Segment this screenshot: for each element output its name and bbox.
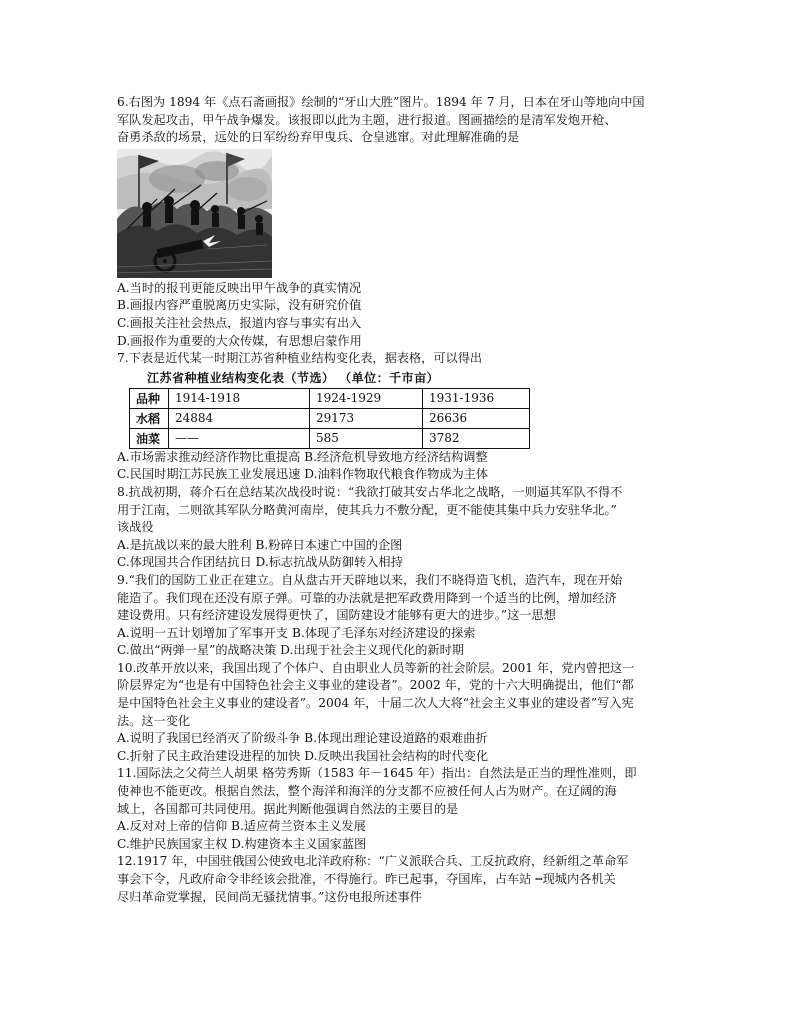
question-11-stem-line: 域上，各国都可共同使用。据此判断他强调自然法的主要目的是 [117, 801, 459, 816]
question-6-stem-line: 6.右图为 1894 年《点石斋画报》绘制的“牙山大胜”图片。1894 年 7 月，日本在牙山等地向中国 [117, 95, 645, 109]
question-11-stem-line: 使神也不能更改。根据自然法，整个海洋和海洋的分支都不应被任何人占为财产。在辽阔的海 [117, 784, 617, 799]
planting-structure-table [129, 388, 530, 449]
question-6-stem-line: 军队发起攻击，甲午战争爆发。该报即以此为主题，进行报道。图画描绘的是清军发炮开枪、 [117, 112, 617, 127]
question-9-stem-line: 建设费用。只有经济建设发展得更快了，国防建设才能够有更大的进步。”这一思想 [117, 608, 556, 623]
question-6-stem-line: 奋勇杀敌的场景，远处的日军纷纷弃甲曳兵、仓皇逃窜。对此理解准确的是 [117, 130, 520, 145]
exam-page [117, 94, 675, 906]
question-8 [117, 484, 675, 572]
question-6-option: B.画报内容严重脱离历史实际，没有研究价值 [117, 298, 362, 313]
question-8-stem-line: 该战役 [117, 520, 154, 535]
question-10-stem-line: 法。这一变化 [117, 713, 191, 728]
question-10-stem-line: 10.改革开放以来，我国出现了个体户、自由职业人员等新的社会阶层。2001 年，党内曾把这一 [117, 660, 635, 675]
question-6-option: A.当时的报刊更能反映出甲午战争的真实情况 [117, 280, 362, 295]
question-9-option: C.做出“两弹一星”的战略决策 D.出现于社会主义现代化的新时期 [117, 643, 464, 658]
question-11 [117, 765, 675, 853]
table-header-cell: 1924-1929 [310, 388, 423, 408]
question-6-option: D.画报作为重要的大众传媒，有思想启蒙作用 [117, 333, 362, 348]
table-cell: 3782 [423, 428, 530, 448]
question-12 [117, 853, 675, 906]
question-9-option: A.说明一五计划增加了军事开支 B.体现了毛泽东对经济建设的探索 [117, 625, 476, 640]
table-header-cell: 品种 [130, 388, 169, 408]
question-9-stem-line: 9.“我们的国防工业正在建立。自从盘古开天辟地以来，我们不晓得造飞机，造汽车，现在开始 [117, 572, 623, 587]
question-11-option: A.反对对上帝的信仰 B.适应荷兰资本主义发展 [117, 819, 366, 834]
table-header-cell: 1931-1936 [423, 388, 530, 408]
question-9-stem-line: 能造了。我们现在还没有原子弹。可靠的办法就是把军政费用降到一个适当的比例，增加经济 [117, 590, 617, 605]
table-header-cell: 1914-1918 [169, 388, 310, 408]
question-12-stem-line: 事会下令，凡政府命令非经该会批准，不得施行。昨已起事，夺国库，占车站 ┉现城内各机关 [117, 872, 616, 886]
question-9 [117, 572, 675, 660]
question-10-stem-line: 是中国特色社会主义事业的建设者”。2004 年，十届二次人大将“社会主义事业的建设者”写入宪 [117, 696, 634, 711]
question-7-stem-line: 7.下表是近代某一时期江苏省种植业结构变化表，据表格，可以得出 [117, 351, 483, 366]
table-cell: 29173 [310, 408, 423, 428]
question-10-option: A.说明了我国已经消灭了阶级斗争 B.体现出理论建设道路的艰难曲折 [117, 731, 488, 746]
table-title: 江苏省种植业结构变化表（节选） （单位：千市亩） [147, 370, 440, 385]
battle-scene-image [117, 149, 272, 278]
question-11-option: C.维护民族国家主权 D.构建资本主义国家蓝图 [117, 836, 367, 851]
question-7 [117, 350, 675, 484]
table-row [130, 428, 530, 448]
question-8-stem-line: 8.抗战初期，蒋介石在总结某次战役时说：“我欲打破其安占华北之战略，一则逼其军队不得不 [117, 484, 623, 499]
question-6-option: C.画报关注社会热点，报道内容与事实有出入 [117, 315, 362, 330]
question-8-stem-line: 用于江南，二则欲其军队分略黄河南岸，使其兵力不敷分配，更不能使其集中兵力安驻华北。” [117, 502, 617, 517]
table-cell: 水稻 [130, 408, 169, 428]
question-6 [117, 94, 675, 350]
table-row [130, 408, 530, 428]
table-cell: 585 [310, 428, 423, 448]
table-cell: 24884 [169, 408, 310, 428]
question-10 [117, 660, 675, 766]
question-7-option: A.市场需求推动经济作物比重提高 B.经济危机导致地方经济结构调整 [117, 449, 488, 464]
question-10-stem-line: 阶层界定为“也是有中国特色社会主义事业的建设者”。2002 年，党的十六大明确提出，他们“都 [117, 678, 634, 693]
table-header-row [130, 388, 530, 408]
question-8-option: C.体现国共合作团结抗日 D.标志抗战从防御转入相持 [117, 555, 403, 570]
question-12-stem-line: 尽归革命党掌握，民间尚无骚扰情事。”这份电报所述事件 [117, 889, 422, 904]
question-11-stem-line: 11.国际法之父荷兰人胡果 格劳秀斯（1583 年－1645 年）指出：自然法是正当的理性准则，即 [117, 766, 637, 781]
yashan-victory-illustration [117, 149, 272, 278]
question-10-option: C.折射了民主政治建设进程的加快 D.反映出我国社会结构的时代变化 [117, 748, 489, 763]
question-7-option: C.民国时期江苏民族工业发展迅速 D.油料作物取代粮食作物成为主体 [117, 467, 489, 482]
table-cell: —— [169, 428, 310, 448]
table-cell: 26636 [423, 408, 530, 428]
question-8-option: A.是抗战以来的最大胜利 B.粉碎日本速亡中国的企图 [117, 537, 403, 552]
question-12-stem-line: 12.1917 年，中国驻俄国公使致电北洋政府称：“广义派联合兵、工反抗政府，经新组之革命军 [117, 854, 629, 869]
table-cell: 油菜 [130, 428, 169, 448]
